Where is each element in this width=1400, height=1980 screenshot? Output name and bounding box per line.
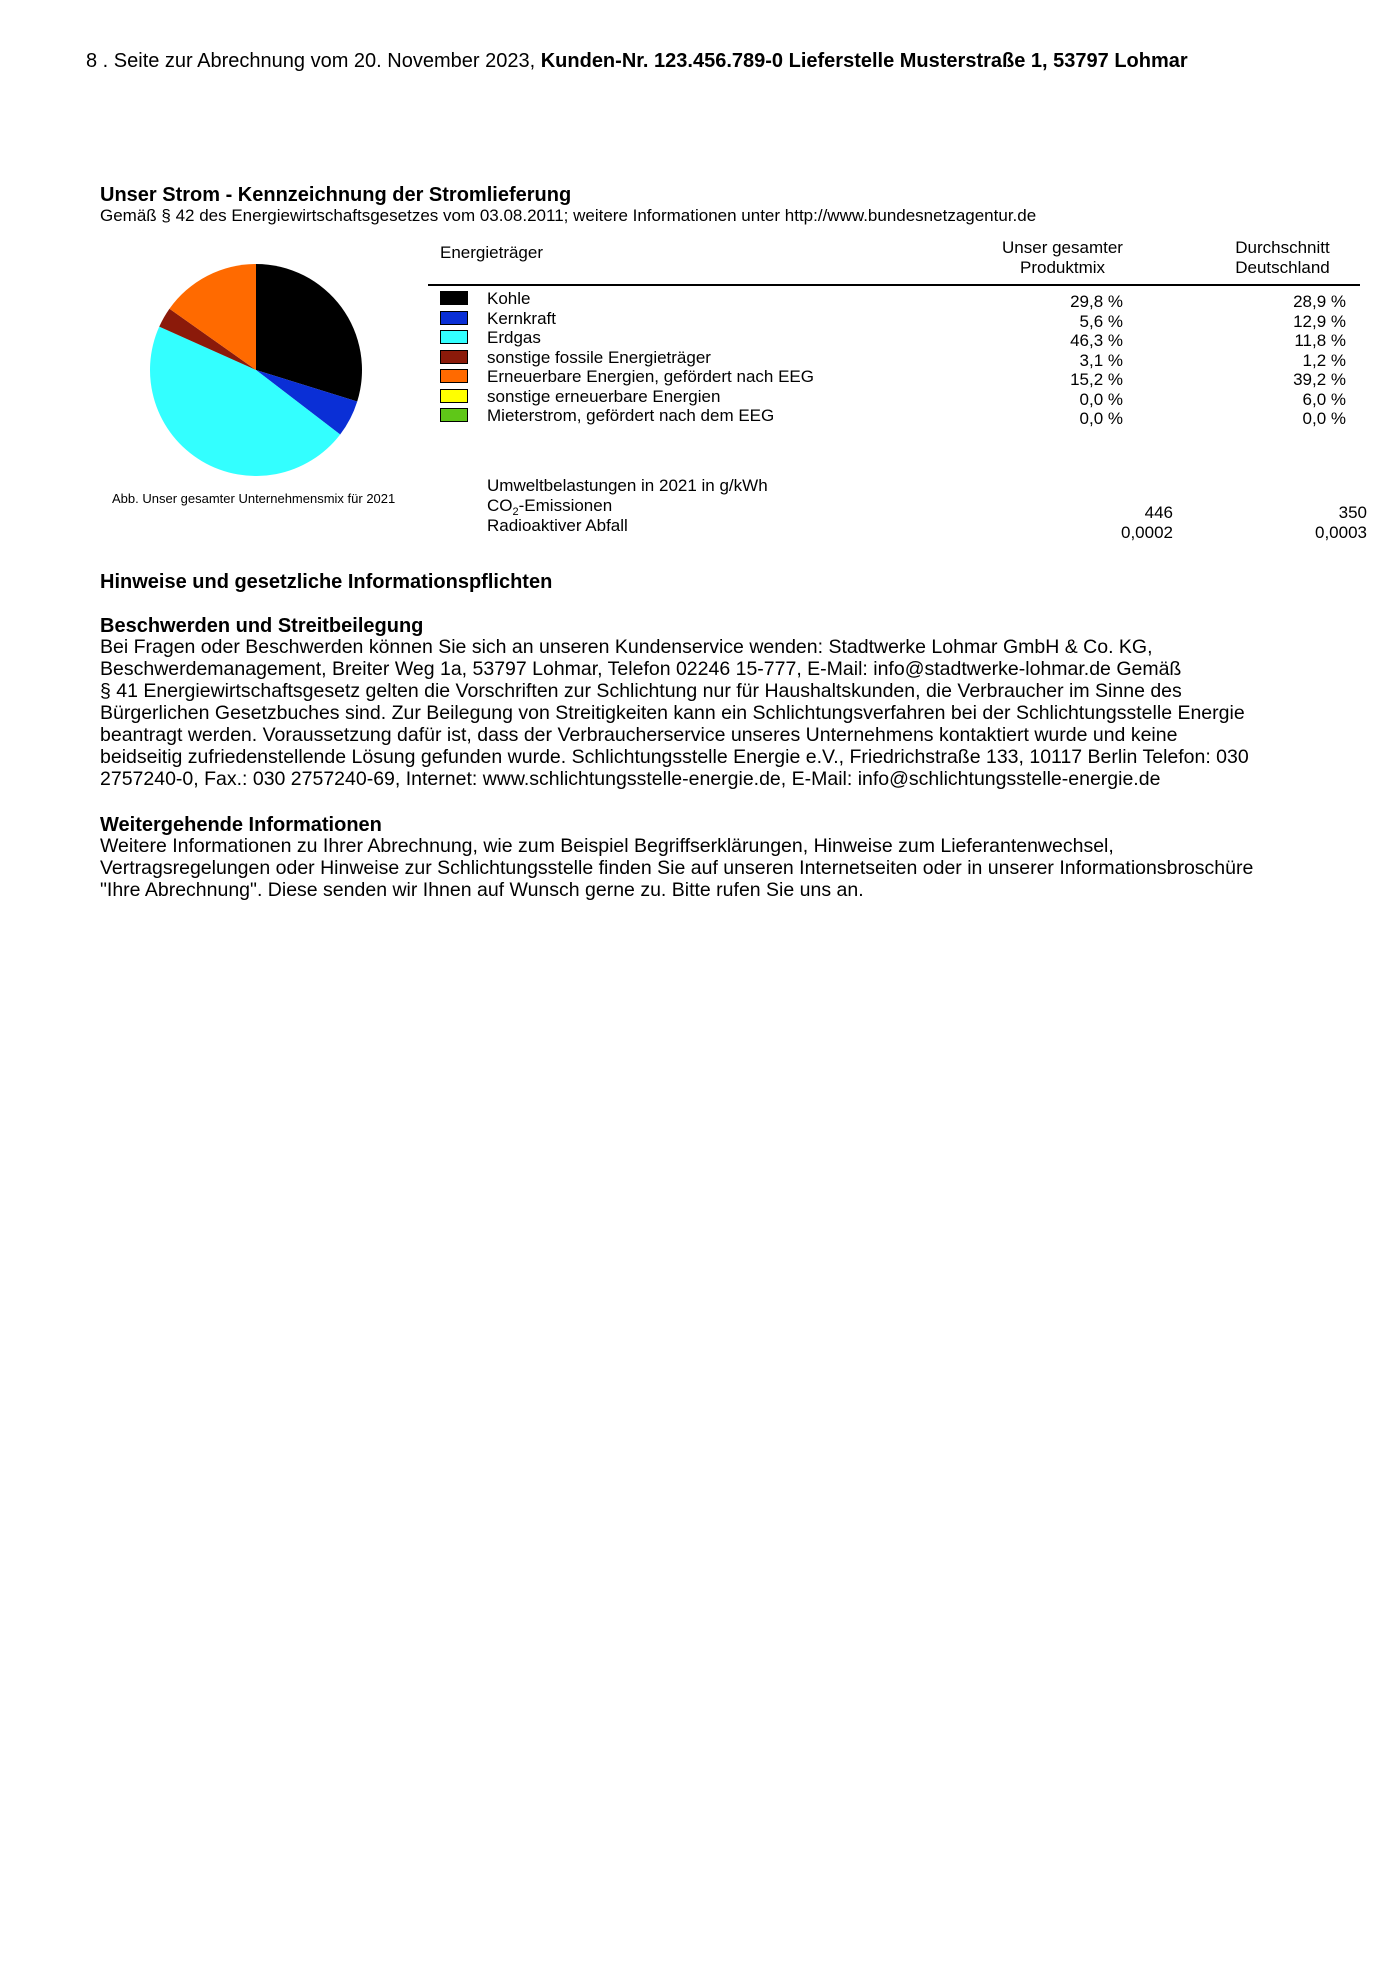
weitere-line: Weitere Informationen zu Ihrer Abrechnung, wie zum Beispiel Begriffserklärungen, Hinweise zum Lieferantenwechsel, <box>100 835 1114 857</box>
row-mix-value: 29,8 % <box>1070 292 1123 311</box>
legend-swatch-sonstige-fossile <box>440 350 468 364</box>
table-row <box>438 388 1368 408</box>
legend-swatch-sonstige-erneuerbare <box>440 389 468 403</box>
row-label: Erneuerbare Energien, gefördert nach EEG <box>487 367 814 386</box>
header-customer-info: Kunden-Nr. 123.456.789-0 Lieferstelle Musterstraße 1, 53797 Lohmar <box>540 50 1188 72</box>
co2-row <box>487 496 1367 522</box>
row-mix-value: 3,1 % <box>1079 350 1123 370</box>
row-label: Kohle <box>487 289 531 308</box>
beschwerden-line: § 41 Energiewirtschaftsgesetz gelten die Vorschriften zur Schlichtung nur für Haushaltskunden, die Verbraucher im Sinne des <box>100 680 1182 702</box>
row-germany-value: 6,0 % <box>1302 389 1346 409</box>
beschwerden-line: beidseitig zufriedenstellende Lösung gefunden wurde. Schlichtungsstelle Energie e.V., Friedrichstraße 133, 10117 Berlin Telefon: 030 <box>100 746 1249 768</box>
co2-label-pre: CO <box>487 496 513 515</box>
col-header-mix-line2: Produktmix <box>1019 258 1106 277</box>
waste-row <box>487 516 1367 542</box>
row-label: Erdgas <box>487 328 541 347</box>
energy-mix-pie-chart <box>148 262 364 478</box>
row-mix-value: 0,0 % <box>1079 409 1123 428</box>
col-header-germany-line1: Durchschnitt <box>1235 238 1330 257</box>
row-label: Mieterstrom, gefördert nach dem EEG <box>487 406 775 425</box>
beschwerden-line: 2757240-0, Fax.: 030 2757240-69, Internet: www.schlichtungsstelle-energie.de, E-Mail: info@schlichtungsstelle-energie.de <box>100 768 1161 790</box>
row-germany-value: 11,8 % <box>1294 331 1346 350</box>
row-mix-value: 5,6 % <box>1079 311 1123 331</box>
co2-germany-value: 350 <box>1338 503 1367 522</box>
legend-swatch-kernkraft <box>440 311 468 325</box>
energy-mix-table <box>438 290 1368 427</box>
waste-label: Radioaktiver Abfall <box>487 516 628 535</box>
row-germany-value: 0,0 % <box>1302 409 1346 428</box>
beschwerden-line: beantragt werden. Voraussetzung dafür ist, dass der Verbraucherservice unseres Unternehmens kontaktiert wurde und keine <box>100 724 1178 746</box>
row-mix-value: 0,0 % <box>1079 389 1123 409</box>
beschwerden-title: Beschwerden und Streitbeilegung <box>100 615 424 637</box>
environment-table <box>487 476 1367 542</box>
table-row <box>438 290 1368 310</box>
co2-label <box>487 496 613 518</box>
hinweise-title: Hinweise und gesetzliche Informationspflichten <box>100 571 553 593</box>
co2-label-sub: 2 <box>512 506 519 518</box>
row-label: Kernkraft <box>487 308 556 328</box>
row-label: sonstige erneuerbare Energien <box>487 386 721 406</box>
co2-mix-value: 446 <box>1144 503 1173 522</box>
beschwerden-text <box>100 636 1370 790</box>
weitere-line: "Ihre Abrechnung". Diese senden wir Ihnen auf Wunsch gerne zu. Bitte rufen Sie uns an. <box>100 879 864 901</box>
col-header-germany-line2: Deutschland <box>1235 258 1330 277</box>
table-row <box>438 329 1368 349</box>
header-prefix: 8 . Seite zur Abrechnung vom 20. November 2023, <box>86 50 541 72</box>
table-row <box>438 407 1368 427</box>
row-label: sonstige fossile Energieträger <box>487 347 711 367</box>
col-header-germany <box>1190 238 1375 278</box>
pie-caption: Abb. Unser gesamter Unternehmensmix für 2021 <box>112 491 396 506</box>
strommix-subtitle: Gemäß § 42 des Energiewirtschaftsgesetzes vom 03.08.2011; weitere Informationen unter http://www.bundesnetzagentur.de <box>100 206 1037 225</box>
row-mix-value: 46,3 % <box>1070 331 1123 350</box>
table-row <box>438 349 1368 369</box>
weitere-line: Vertragsregelungen oder Hinweise zur Schlichtungsstelle finden Sie auf unseren Internetseiten oder in unserer Informationsbroschüre <box>100 857 1254 879</box>
legend-swatch-kohle <box>440 291 468 305</box>
col-header-mix-line1: Unser gesamter <box>1002 238 1123 257</box>
row-germany-value: 28,9 % <box>1293 292 1346 311</box>
waste-germany-value: 0,0003 <box>1315 523 1367 542</box>
col-header-energy: Energieträger <box>440 243 544 262</box>
table-row <box>438 310 1368 330</box>
row-germany-value: 12,9 % <box>1293 311 1346 331</box>
waste-mix-value: 0,0002 <box>1121 523 1173 542</box>
row-germany-value: 39,2 % <box>1293 370 1346 389</box>
col-header-mix <box>965 238 1160 278</box>
strommix-title: Unser Strom - Kennzeichnung der Stromlieferung <box>100 184 572 206</box>
beschwerden-line: Beschwerdemanagement, Breiter Weg 1a, 53797 Lohmar, Telefon 02246 15-777, E-Mail: info@stadtwerke-lohmar.de Gemäß <box>100 658 1182 680</box>
weitere-text <box>100 835 1370 901</box>
weitere-title: Weitergehende Informationen <box>100 814 382 836</box>
table-row <box>438 368 1368 388</box>
legend-swatch-erneuerbare-eeg <box>440 369 468 383</box>
beschwerden-line: Bürgerlichen Gesetzbuches sind. Zur Beilegung von Streitigkeiten kann ein Schlichtungsverfahren bei der Schlichtungsstelle Energie <box>100 702 1245 724</box>
beschwerden-line: Bei Fragen oder Beschwerden können Sie sich an unseren Kundenservice wenden: Stadtwerke Lohmar GmbH & Co. KG, <box>100 636 1153 658</box>
legend-swatch-mieterstrom <box>440 408 468 422</box>
environment-title: Umweltbelastungen in 2021 in g/kWh <box>487 476 768 495</box>
row-germany-value: 1,2 % <box>1302 350 1346 370</box>
table-header-rule <box>428 284 1360 286</box>
row-mix-value: 15,2 % <box>1070 370 1123 389</box>
legend-swatch-erdgas <box>440 330 468 344</box>
co2-label-post: -Emissionen <box>518 496 613 515</box>
page-header <box>86 50 1188 73</box>
